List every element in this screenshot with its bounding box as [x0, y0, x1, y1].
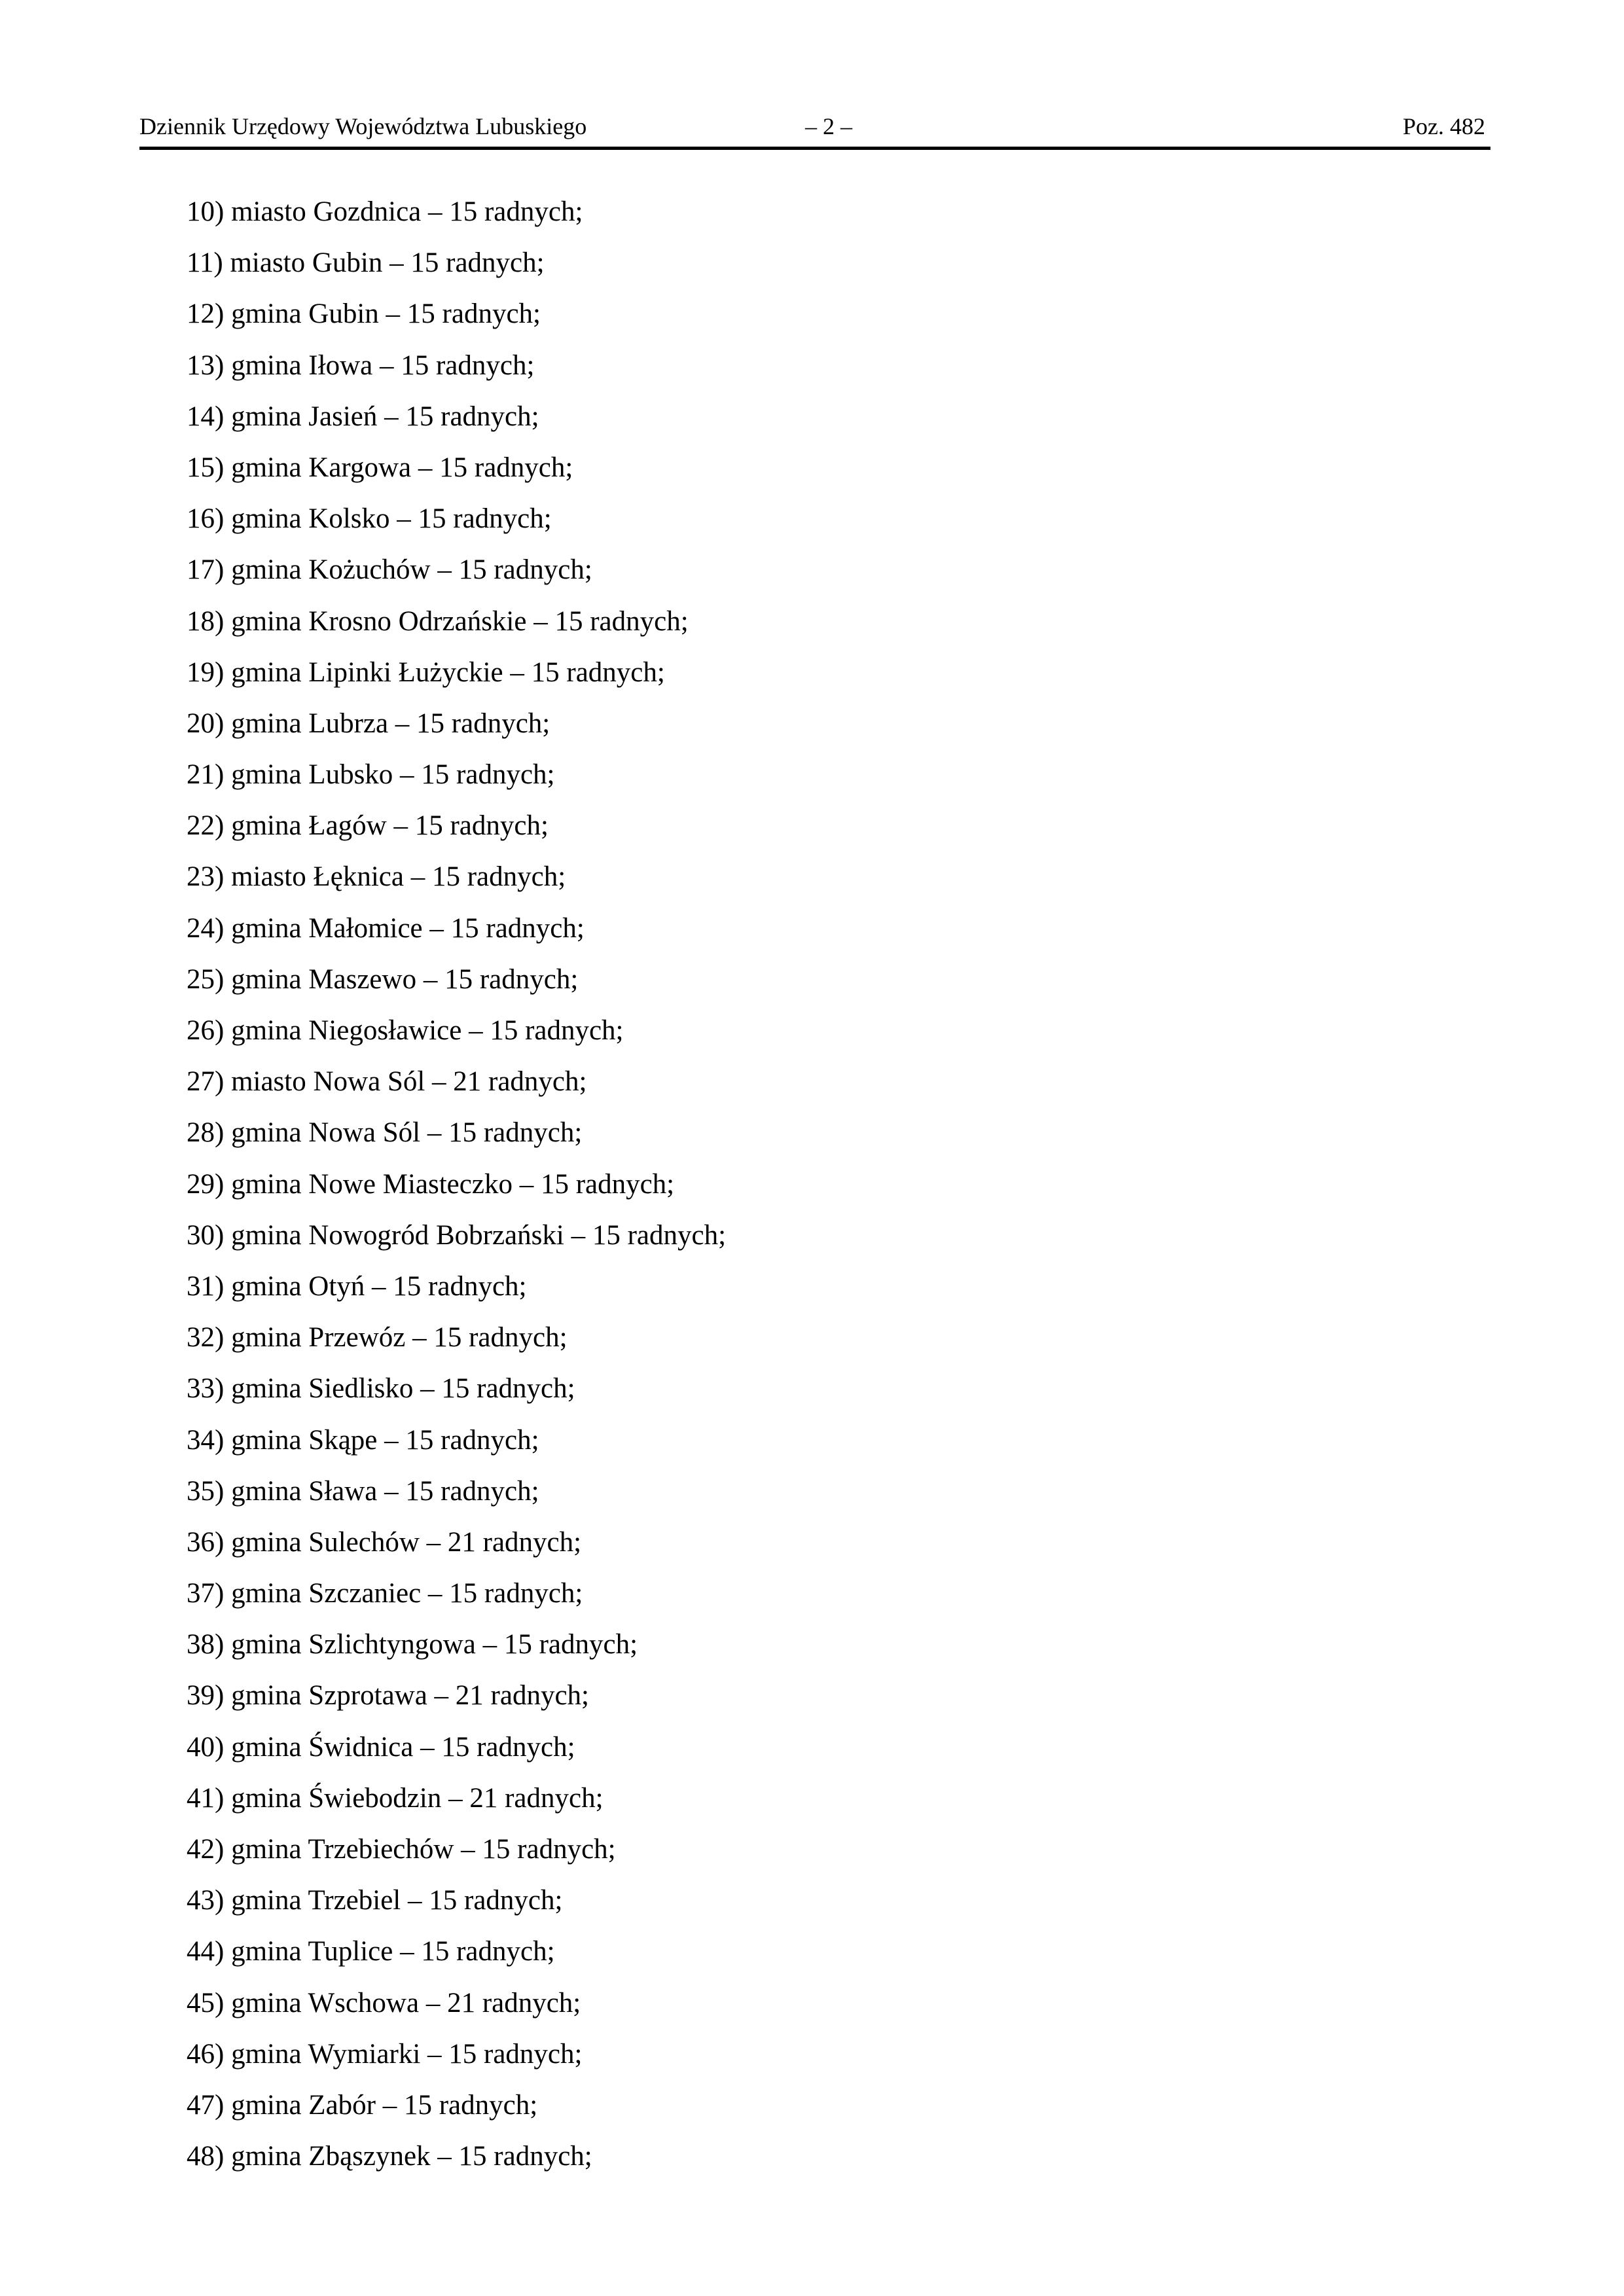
list-item: 11) miasto Gubin – 15 radnych; [187, 247, 545, 279]
list-item: 22) gmina Łagów – 15 radnych; [187, 810, 549, 842]
list-item: 16) gmina Kolsko – 15 radnych; [187, 503, 552, 535]
list-item: 24) gmina Małomice – 15 radnych; [187, 912, 585, 944]
list-item: 14) gmina Jasień – 15 radnych; [187, 401, 539, 432]
council-seats-list [187, 191, 726, 2187]
list-item: 15) gmina Kargowa – 15 radnych; [187, 452, 573, 483]
header-divider [139, 147, 1490, 150]
list-item: 20) gmina Lubrza – 15 radnych; [187, 708, 550, 739]
list-item: 39) gmina Szprotawa – 21 radnych; [187, 1680, 589, 1712]
list-item: 35) gmina Sława – 15 radnych; [187, 1475, 539, 1507]
list-item: 31) gmina Otyń – 15 radnych; [187, 1270, 527, 1302]
list-item: 12) gmina Gubin – 15 radnych; [187, 298, 541, 330]
list-item: 18) gmina Krosno Odrzańskie – 15 radnych; [187, 605, 689, 637]
list-item: 36) gmina Sulechów – 21 radnych; [187, 1526, 582, 1558]
list-item: 32) gmina Przewóz – 15 radnych; [187, 1322, 568, 1354]
list-item: 45) gmina Wschowa – 21 radnych; [187, 1987, 581, 2018]
list-item: 19) gmina Lipinki Łużyckie – 15 radnych; [187, 656, 665, 688]
journal-title: Dziennik Urzędowy Województwa Lubuskiego [139, 113, 587, 139]
list-item: 26) gmina Niegosławice – 15 radnych; [187, 1015, 624, 1046]
list-item: 43) gmina Trzebiel – 15 radnych; [187, 1885, 563, 1916]
page-number: – 2 – [805, 113, 852, 139]
list-item: 34) gmina Skąpe – 15 radnych; [187, 1424, 539, 1456]
list-item: 25) gmina Maszewo – 15 radnych; [187, 963, 579, 995]
list-item: 47) gmina Zabór – 15 radnych; [187, 2089, 538, 2121]
list-item: 27) miasto Nowa Sól – 21 radnych; [187, 1066, 587, 1098]
list-item: 13) gmina Iłowa – 15 radnych; [187, 350, 535, 381]
list-item: 44) gmina Tuplice – 15 radnych; [187, 1936, 555, 1967]
list-item: 17) gmina Kożuchów – 15 radnych; [187, 554, 592, 586]
list-item: 28) gmina Nowa Sól – 15 radnych; [187, 1117, 583, 1149]
list-item: 30) gmina Nowogród Bobrzański – 15 radnych; [187, 1219, 727, 1251]
page-header [139, 110, 1490, 143]
list-item: 29) gmina Nowe Miasteczko – 15 radnych; [187, 1168, 675, 1200]
list-item: 10) miasto Gozdnica – 15 radnych; [187, 196, 583, 227]
list-item: 41) gmina Świebodzin – 21 radnych; [187, 1782, 604, 1814]
list-item: 37) gmina Szczaniec – 15 radnych; [187, 1578, 583, 1609]
list-item: 21) gmina Lubsko – 15 radnych; [187, 759, 555, 791]
list-item: 42) gmina Trzebiechów – 15 radnych; [187, 1834, 616, 1865]
position-number: Poz. 482 [1403, 113, 1485, 139]
list-item: 40) gmina Świdnica – 15 radnych; [187, 1731, 575, 1763]
list-item: 48) gmina Zbąszynek – 15 radnych; [187, 2141, 592, 2172]
list-item: 23) miasto Łęknica – 15 radnych; [187, 861, 566, 893]
list-item: 33) gmina Siedlisko – 15 radnych; [187, 1373, 575, 1405]
list-item: 46) gmina Wymiarki – 15 radnych; [187, 2038, 583, 2070]
list-item: 38) gmina Szlichtyngowa – 15 radnych; [187, 1629, 638, 1660]
